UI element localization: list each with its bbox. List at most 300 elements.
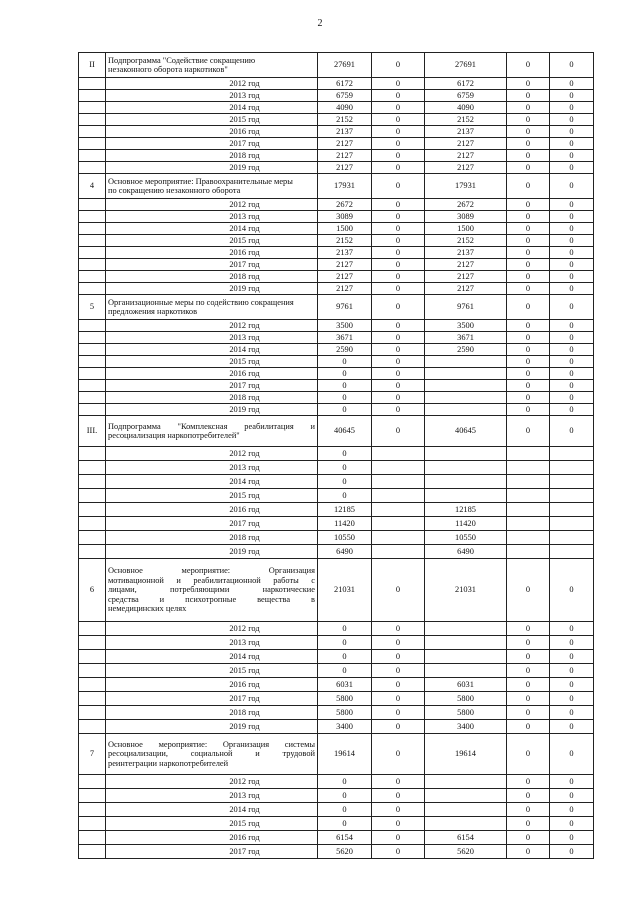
year-label: 2013 год <box>106 332 318 344</box>
year-row <box>79 461 594 475</box>
federal-cell: 0 <box>372 126 425 138</box>
year-label: 2015 год <box>106 817 318 831</box>
row-title-line: средства и психотропные вещества в <box>108 594 315 604</box>
year-row <box>79 845 594 859</box>
total-cell: 10550 <box>318 531 372 545</box>
total-cell: 0 <box>318 789 372 803</box>
municipal-cell: 0 <box>507 247 550 259</box>
year-row <box>79 475 594 489</box>
federal-cell: 0 <box>372 90 425 102</box>
federal-cell: 0 <box>372 368 425 380</box>
other-cell: 0 <box>550 78 594 90</box>
municipal-cell: 0 <box>507 90 550 102</box>
municipal-cell: 0 <box>507 235 550 247</box>
other-cell: 0 <box>550 404 594 416</box>
municipal-cell: 0 <box>507 199 550 211</box>
row-number <box>79 150 106 162</box>
year-label: 2017 год <box>106 138 318 150</box>
other-cell: 0 <box>550 664 594 678</box>
total-cell: 6154 <box>318 831 372 845</box>
total-cell: 0 <box>318 380 372 392</box>
total-cell: 3089 <box>318 211 372 223</box>
federal-cell: 0 <box>372 259 425 271</box>
municipal-cell: 0 <box>507 102 550 114</box>
federal-cell: 0 <box>372 150 425 162</box>
municipal-cell <box>507 531 550 545</box>
year-row <box>79 271 594 283</box>
other-cell: 0 <box>550 678 594 692</box>
row-number <box>79 664 106 678</box>
total-cell: 0 <box>318 489 372 503</box>
regional-cell <box>425 664 507 678</box>
municipal-cell: 0 <box>507 664 550 678</box>
year-row <box>79 803 594 817</box>
total-cell: 2127 <box>318 138 372 150</box>
year-row <box>79 817 594 831</box>
other-cell: 0 <box>550 235 594 247</box>
regional-cell: 2127 <box>425 138 507 150</box>
regional-cell: 6759 <box>425 90 507 102</box>
regional-cell: 3089 <box>425 211 507 223</box>
other-cell: 0 <box>550 295 594 320</box>
regional-cell <box>425 356 507 368</box>
regional-cell <box>425 447 507 461</box>
regional-cell: 3500 <box>425 320 507 332</box>
year-label: 2012 год <box>106 78 318 90</box>
federal-cell <box>372 503 425 517</box>
year-row <box>79 664 594 678</box>
year-row <box>79 517 594 531</box>
other-cell: 0 <box>550 150 594 162</box>
year-row <box>79 199 594 211</box>
total-cell: 5800 <box>318 692 372 706</box>
regional-cell: 27691 <box>425 53 507 78</box>
municipal-cell: 0 <box>507 775 550 789</box>
year-row <box>79 650 594 664</box>
regional-cell: 3671 <box>425 332 507 344</box>
year-row <box>79 789 594 803</box>
row-title <box>106 559 318 622</box>
row-number <box>79 126 106 138</box>
year-label: 2015 год <box>106 356 318 368</box>
other-cell <box>550 545 594 559</box>
table-body <box>79 53 594 859</box>
year-row <box>79 247 594 259</box>
year-row <box>79 283 594 295</box>
row-number <box>79 102 106 114</box>
total-cell: 0 <box>318 650 372 664</box>
other-cell: 0 <box>550 126 594 138</box>
year-label: 2017 год <box>106 259 318 271</box>
year-label: 2016 год <box>106 831 318 845</box>
year-row <box>79 392 594 404</box>
other-cell: 0 <box>550 271 594 283</box>
row-title-line: ресоциализации, социальной и трудовой <box>108 749 315 759</box>
other-cell: 0 <box>550 380 594 392</box>
municipal-cell: 0 <box>507 344 550 356</box>
row-title-line: ресоциализация наркопотребителей" <box>108 431 240 440</box>
year-row <box>79 636 594 650</box>
other-cell <box>550 503 594 517</box>
municipal-cell: 0 <box>507 845 550 859</box>
program-row <box>79 559 594 622</box>
municipal-cell <box>507 503 550 517</box>
other-cell: 0 <box>550 320 594 332</box>
total-cell: 0 <box>318 475 372 489</box>
year-row <box>79 332 594 344</box>
row-title-line: мотивационной и реабилитационной работы с <box>108 575 315 585</box>
total-cell: 0 <box>318 356 372 368</box>
other-cell: 0 <box>550 138 594 150</box>
regional-cell: 2127 <box>425 162 507 174</box>
municipal-cell: 0 <box>507 692 550 706</box>
row-number: 6 <box>79 559 106 622</box>
year-row <box>79 503 594 517</box>
year-row <box>79 545 594 559</box>
row-number <box>79 650 106 664</box>
federal-cell: 0 <box>372 775 425 789</box>
federal-cell: 0 <box>372 356 425 368</box>
year-row <box>79 235 594 247</box>
program-row <box>79 174 594 199</box>
program-row <box>79 416 594 447</box>
municipal-cell: 0 <box>507 678 550 692</box>
regional-cell: 5620 <box>425 845 507 859</box>
year-label: 2016 год <box>106 368 318 380</box>
year-label: 2019 год <box>106 545 318 559</box>
row-number <box>79 259 106 271</box>
regional-cell <box>425 775 507 789</box>
year-row <box>79 320 594 332</box>
municipal-cell: 0 <box>507 162 550 174</box>
regional-cell: 6031 <box>425 678 507 692</box>
other-cell: 0 <box>550 211 594 223</box>
row-title-line: лицами, потребляющими наркотические <box>108 585 315 595</box>
federal-cell: 0 <box>372 247 425 259</box>
federal-cell <box>372 489 425 503</box>
other-cell: 0 <box>550 259 594 271</box>
year-label: 2015 год <box>106 114 318 126</box>
row-number <box>79 138 106 150</box>
municipal-cell: 0 <box>507 283 550 295</box>
municipal-cell: 0 <box>507 720 550 734</box>
municipal-cell <box>507 461 550 475</box>
row-number: III. <box>79 416 106 447</box>
municipal-cell: 0 <box>507 734 550 775</box>
other-cell <box>550 489 594 503</box>
row-number <box>79 692 106 706</box>
year-label: 2017 год <box>106 692 318 706</box>
federal-cell: 0 <box>372 734 425 775</box>
year-row <box>79 368 594 380</box>
year-row <box>79 775 594 789</box>
other-cell: 0 <box>550 559 594 622</box>
row-number <box>79 162 106 174</box>
row-number <box>79 545 106 559</box>
federal-cell <box>372 475 425 489</box>
other-cell: 0 <box>550 692 594 706</box>
total-cell: 6172 <box>318 78 372 90</box>
regional-cell: 2127 <box>425 283 507 295</box>
year-row <box>79 114 594 126</box>
regional-cell: 40645 <box>425 416 507 447</box>
total-cell: 0 <box>318 461 372 475</box>
other-cell: 0 <box>550 636 594 650</box>
municipal-cell: 0 <box>507 150 550 162</box>
year-label: 2019 год <box>106 283 318 295</box>
row-number <box>79 845 106 859</box>
total-cell: 40645 <box>318 416 372 447</box>
row-number <box>79 235 106 247</box>
row-title-line: Основное мероприятие: Правоохранительные меры <box>108 176 293 186</box>
regional-cell <box>425 380 507 392</box>
regional-cell: 11420 <box>425 517 507 531</box>
federal-cell: 0 <box>372 114 425 126</box>
year-row <box>79 162 594 174</box>
row-number <box>79 283 106 295</box>
row-title <box>106 295 318 320</box>
other-cell <box>550 475 594 489</box>
year-label: 2017 год <box>106 380 318 392</box>
municipal-cell: 0 <box>507 404 550 416</box>
regional-cell: 6172 <box>425 78 507 90</box>
total-cell: 0 <box>318 368 372 380</box>
total-cell: 21031 <box>318 559 372 622</box>
municipal-cell: 0 <box>507 559 550 622</box>
row-title-line: Основное мероприятие: Организация системы <box>108 739 315 749</box>
total-cell: 11420 <box>318 517 372 531</box>
year-label: 2017 год <box>106 517 318 531</box>
total-cell: 5620 <box>318 845 372 859</box>
row-number <box>79 223 106 235</box>
row-number <box>79 320 106 332</box>
total-cell: 2672 <box>318 199 372 211</box>
year-label: 2013 год <box>106 211 318 223</box>
year-row <box>79 223 594 235</box>
federal-cell: 0 <box>372 102 425 114</box>
total-cell: 4090 <box>318 102 372 114</box>
federal-cell: 0 <box>372 678 425 692</box>
year-row <box>79 831 594 845</box>
year-row <box>79 356 594 368</box>
row-number <box>79 356 106 368</box>
year-label: 2015 год <box>106 235 318 247</box>
total-cell: 2127 <box>318 271 372 283</box>
total-cell: 9761 <box>318 295 372 320</box>
federal-cell: 0 <box>372 559 425 622</box>
year-label: 2016 год <box>106 126 318 138</box>
row-number <box>79 720 106 734</box>
year-row <box>79 692 594 706</box>
total-cell: 0 <box>318 636 372 650</box>
year-label: 2017 год <box>106 845 318 859</box>
other-cell: 0 <box>550 283 594 295</box>
federal-cell: 0 <box>372 706 425 720</box>
year-row <box>79 706 594 720</box>
regional-cell <box>425 392 507 404</box>
total-cell: 3400 <box>318 720 372 734</box>
municipal-cell <box>507 447 550 461</box>
total-cell: 2137 <box>318 247 372 259</box>
page-number: 2 <box>317 18 323 29</box>
other-cell: 0 <box>550 102 594 114</box>
municipal-cell: 0 <box>507 271 550 283</box>
year-row <box>79 150 594 162</box>
other-cell <box>550 447 594 461</box>
municipal-cell: 0 <box>507 392 550 404</box>
federal-cell: 0 <box>372 295 425 320</box>
municipal-cell: 0 <box>507 53 550 78</box>
year-label: 2014 год <box>106 475 318 489</box>
total-cell: 27691 <box>318 53 372 78</box>
other-cell: 0 <box>550 845 594 859</box>
federal-cell: 0 <box>372 650 425 664</box>
row-number <box>79 271 106 283</box>
year-label: 2014 год <box>106 803 318 817</box>
row-number <box>79 404 106 416</box>
year-label: 2012 год <box>106 447 318 461</box>
year-label: 2018 год <box>106 271 318 283</box>
row-number <box>79 90 106 102</box>
row-number <box>79 831 106 845</box>
row-title-line: по сокращению незаконного оборота <box>108 186 241 195</box>
year-row <box>79 344 594 356</box>
regional-cell <box>425 489 507 503</box>
year-label: 2013 год <box>106 789 318 803</box>
year-label: 2015 год <box>106 664 318 678</box>
row-number <box>79 114 106 126</box>
other-cell: 0 <box>550 789 594 803</box>
municipal-cell: 0 <box>507 636 550 650</box>
federal-cell <box>372 461 425 475</box>
other-cell <box>550 531 594 545</box>
row-number <box>79 622 106 636</box>
row-number: 5 <box>79 295 106 320</box>
row-number <box>79 489 106 503</box>
federal-cell: 0 <box>372 404 425 416</box>
row-title <box>106 734 318 775</box>
year-label: 2012 год <box>106 199 318 211</box>
municipal-cell: 0 <box>507 368 550 380</box>
federal-cell: 0 <box>372 344 425 356</box>
municipal-cell: 0 <box>507 126 550 138</box>
municipal-cell <box>507 545 550 559</box>
year-label: 2018 год <box>106 150 318 162</box>
row-number: 7 <box>79 734 106 775</box>
other-cell: 0 <box>550 650 594 664</box>
municipal-cell: 0 <box>507 817 550 831</box>
municipal-cell <box>507 517 550 531</box>
total-cell: 6031 <box>318 678 372 692</box>
row-title-line: Подпрограмма "Содействие сокращению <box>108 55 256 65</box>
year-row <box>79 447 594 461</box>
municipal-cell: 0 <box>507 380 550 392</box>
row-number <box>79 78 106 90</box>
row-number <box>79 199 106 211</box>
federal-cell: 0 <box>372 283 425 295</box>
other-cell: 0 <box>550 114 594 126</box>
year-label: 2013 год <box>106 461 318 475</box>
year-row <box>79 90 594 102</box>
year-label: 2019 год <box>106 720 318 734</box>
total-cell: 2127 <box>318 162 372 174</box>
municipal-cell: 0 <box>507 320 550 332</box>
federal-cell <box>372 447 425 461</box>
other-cell: 0 <box>550 734 594 775</box>
federal-cell: 0 <box>372 138 425 150</box>
regional-cell: 2127 <box>425 271 507 283</box>
total-cell: 12185 <box>318 503 372 517</box>
row-title <box>106 174 318 199</box>
total-cell: 2590 <box>318 344 372 356</box>
federal-cell <box>372 517 425 531</box>
municipal-cell: 0 <box>507 789 550 803</box>
regional-cell: 6490 <box>425 545 507 559</box>
other-cell: 0 <box>550 622 594 636</box>
year-label: 2015 год <box>106 489 318 503</box>
municipal-cell: 0 <box>507 416 550 447</box>
year-label: 2018 год <box>106 531 318 545</box>
federal-cell: 0 <box>372 416 425 447</box>
total-cell: 0 <box>318 447 372 461</box>
year-row <box>79 531 594 545</box>
total-cell: 0 <box>318 392 372 404</box>
federal-cell: 0 <box>372 636 425 650</box>
total-cell: 0 <box>318 622 372 636</box>
year-row <box>79 489 594 503</box>
total-cell: 0 <box>318 404 372 416</box>
regional-cell: 12185 <box>425 503 507 517</box>
other-cell: 0 <box>550 356 594 368</box>
municipal-cell <box>507 475 550 489</box>
other-cell: 0 <box>550 720 594 734</box>
total-cell: 0 <box>318 817 372 831</box>
year-row <box>79 404 594 416</box>
federal-cell: 0 <box>372 720 425 734</box>
total-cell: 2127 <box>318 283 372 295</box>
regional-cell: 6154 <box>425 831 507 845</box>
year-label: 2018 год <box>106 706 318 720</box>
year-label: 2016 год <box>106 678 318 692</box>
row-number <box>79 332 106 344</box>
federal-cell: 0 <box>372 320 425 332</box>
program-row <box>79 295 594 320</box>
other-cell <box>550 517 594 531</box>
other-cell: 0 <box>550 831 594 845</box>
regional-cell: 2590 <box>425 344 507 356</box>
total-cell: 0 <box>318 664 372 678</box>
row-title-line: немедицинских целях <box>108 604 187 614</box>
regional-cell: 3400 <box>425 720 507 734</box>
federal-cell: 0 <box>372 53 425 78</box>
federal-cell: 0 <box>372 664 425 678</box>
other-cell: 0 <box>550 775 594 789</box>
year-row <box>79 78 594 90</box>
total-cell: 2152 <box>318 114 372 126</box>
year-row <box>79 380 594 392</box>
municipal-cell: 0 <box>507 706 550 720</box>
regional-cell: 2137 <box>425 247 507 259</box>
federal-cell: 0 <box>372 332 425 344</box>
row-number: 4 <box>79 174 106 199</box>
year-row <box>79 259 594 271</box>
row-title-line: незаконного оборота наркотиков" <box>108 65 228 74</box>
row-title-line: реинтеграции наркопотребителей <box>108 758 229 768</box>
row-number: II <box>79 53 106 78</box>
year-row <box>79 126 594 138</box>
total-cell: 2152 <box>318 235 372 247</box>
municipal-cell: 0 <box>507 831 550 845</box>
